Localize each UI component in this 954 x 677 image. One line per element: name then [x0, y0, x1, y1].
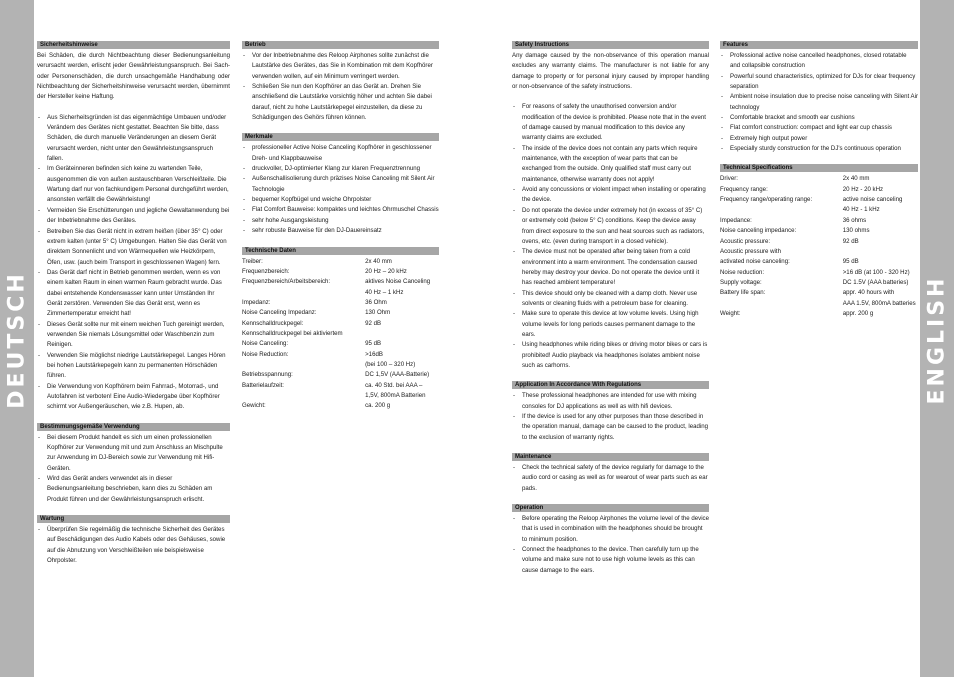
spec-value: DC 1.5V (AAA batteries): [842, 278, 909, 286]
table-row: [242, 339, 439, 349]
sidebar-label-english: ENGLISH: [924, 275, 950, 405]
spec-label: Batterielaufzeit:: [242, 381, 285, 389]
bullet-list: [512, 102, 709, 371]
spec-value: AAA 1.5V, 800mA batteries: [842, 299, 916, 307]
list-item: - sehr robuste Bauweise für den DJ-Dauereinsatz: [242, 226, 439, 236]
section-heading: Features: [720, 41, 918, 49]
section-technische-daten: [242, 247, 439, 412]
column-en-1: [512, 41, 709, 586]
list-item: - Im Geräteinneren befinden sich keine zu wartenden Teile, ausgenommen die von außen austauschbaren Verschleißteile. Die Wartung darf nur von fachkundigem Personal durchgeführt werden, ansonsten verfällt die Gewährleistung!: [37, 164, 230, 205]
bullet-list: [242, 143, 439, 236]
specs-table: [720, 174, 918, 319]
bullet-list: [720, 51, 918, 154]
bullet-list: [512, 463, 709, 494]
table-row: [720, 247, 918, 257]
spec-value: 20 Hz - 20 kHz: [842, 185, 884, 193]
section-wartung: [37, 515, 230, 566]
spec-label: Frequenzbereich/Arbeitsbereich:: [242, 278, 331, 286]
spec-label: activated noise canceling:: [720, 258, 790, 266]
list-item: - Die Verwendung von Kopfhörern beim Fahrrad-, Motorrad-, und Autofahren ist verboten! Eine Audio-Wiedergabe über Kopfhörer schirmt vor Außengeräuschen, wie z.B. Hupen, ab.: [37, 382, 230, 413]
spec-label: Gewicht:: [242, 402, 266, 410]
table-row: [242, 329, 439, 339]
section-heading: Wartung: [37, 515, 230, 523]
section-maintenance: [512, 453, 709, 494]
spec-value: DC 1,5V (AAA-Batterie): [365, 371, 430, 379]
column-en-2: [720, 41, 918, 329]
section-heading: Operation: [512, 504, 709, 512]
section-safety-instructions: [512, 41, 709, 371]
list-item: - bequemer Kopfbügel und weiche Ohrpolster: [242, 195, 439, 205]
bullet-list: [512, 514, 709, 576]
list-item: - Dieses Gerät sollte nur mit einem weichen Tuch gereinigt werden, verwenden Sie niemals Lösungsmittel oder Waschbenzin zum Reinigen.: [37, 320, 230, 351]
spec-value: 40 Hz – 1 kHz: [365, 288, 404, 296]
section-heading: Betrieb: [242, 41, 439, 49]
bullet-list: [37, 525, 230, 566]
list-item: - Comfortable bracket and smooth ear cushions: [720, 113, 918, 123]
list-item: - Avoid any concussions or violent impact when installing or operating the device.: [512, 185, 709, 206]
spec-label: Kennschalldruckpegel bei aktiviertem: [242, 329, 343, 337]
table-row: [720, 195, 918, 205]
list-item: - Do not operate the device under extremely hot (in excess of 35° C) or extremely cold (below 5° C) conditions. Keep the device away from direct exposure to the sun and heat sources such as radiators, ovens, etc. (even during transport in a closed vehicle).: [512, 206, 709, 247]
table-row: [720, 288, 918, 298]
sidebar-english: [920, 0, 954, 677]
section-application: [512, 381, 709, 443]
section-heading: Sicherheitshinweise: [37, 41, 230, 49]
section-sicherheitshinweise: [37, 41, 230, 413]
table-row: [242, 401, 439, 411]
sidebar-deutsch: [0, 0, 34, 677]
table-row: [720, 185, 918, 195]
table-row: [720, 299, 918, 309]
spec-label: Weight:: [720, 309, 741, 317]
list-item: - professioneller Active Noise Canceling Kopfhörer in geschlossener Dreh- und Klappbauweise: [242, 143, 439, 164]
bullet-list: [37, 113, 230, 413]
list-item: - Extremely high output power: [720, 134, 918, 144]
table-row: [242, 370, 439, 380]
spec-value: 1,5V, 800mA Batterien: [365, 391, 426, 399]
section-heading: Safety Instructions: [512, 41, 709, 49]
section-technical-specifications: [720, 164, 918, 319]
table-row: [720, 174, 918, 184]
spec-label: [720, 299, 843, 309]
specs-table: [242, 257, 439, 412]
table-row: [720, 309, 918, 319]
list-item: - These professional headphones are intended for use with mixing consoles for DJ applications as well as with hifi devices.: [512, 391, 709, 412]
spec-value: appr. 40 hours with: [842, 289, 895, 297]
list-item: - Check the technical safety of the device regularly for damage to the audio cord or casing as well as for wearout of wear parts such as ear pads.: [512, 463, 709, 494]
list-item: - Before operating the Reloop Airphones the volume level of the device that is used in combination with the headphones should be brought to minimum position.: [512, 514, 709, 545]
list-item: - Especially sturdy construction for the DJ's continuous operation: [720, 144, 918, 154]
spec-value: >16dB: [365, 350, 383, 358]
table-row: [720, 237, 918, 247]
spec-label: [720, 205, 843, 215]
bullet-list: [242, 51, 439, 123]
list-item: - For reasons of safety the unauthorised conversion and/or modification of the device is prohibited. Please note that in the event of damage caused by manual modification to this device any warranty claims are excluded.: [512, 102, 709, 143]
spec-value: 2x 40 mm: [842, 175, 870, 183]
spec-value: 95 dB: [842, 258, 859, 266]
spec-label: Driver:: [720, 175, 738, 183]
list-item: - Ambient noise insulation due to precise noise canceling with Silent Air technology: [720, 92, 918, 113]
intro-paragraph: Bei Schäden, die durch Nichtbeachtung dieser Bedienungsanleitung verursacht werden, erlischt jeder Gewährleistungsanspruch. Bei Sach- oder Personenschäden, die durch unsachgemäße Handhabung oder Nichtbeachtung der Sicherheitshinweise verursacht werden, übernimmt der Hersteller keine Haftung.: [37, 52, 230, 101]
spec-label: Acoustic pressure with: [720, 247, 781, 255]
list-item: - Vor der Inbetriebnahme des Reloop Airphones sollte zunächst die Lautstärke des Gerätes, das Sie in Kombination mit dem Kopfhörer verwenden wollen, auf ein Minimum verringert werden.: [242, 51, 439, 82]
spec-value: active noise canceling: [842, 196, 903, 204]
section-heading: Bestimmungsgemäße Verwendung: [37, 423, 230, 431]
spec-value: ca. 40 Std. bei AAA –: [365, 381, 423, 389]
column-de-1: [37, 41, 230, 576]
spec-value: aktives Noise Canceling: [365, 278, 431, 286]
list-item: - The inside of the device does not contain any parts which require maintenance, with the exception of wear parts that can be exchanged from the outside. Only qualified staff must carry out maintenance, otherwise warranty does not apply!: [512, 144, 709, 185]
table-row: [242, 308, 439, 318]
column-de-2: [242, 41, 439, 422]
table-row: [720, 278, 918, 288]
spec-label: Kennschalldruckpegel:: [242, 319, 304, 327]
spec-label: Acoustic pressure:: [720, 237, 771, 245]
list-item: - Betreiben Sie das Gerät nicht in extrem heißen (über 35° C) oder extrem kalten (unter 5° C) Umgebungen. Halten Sie das Gerät von direktem Sonnenlicht und von Wärmequellen wie Heizkörpern, Öfen, usw. (auch beim Transport in geschlossenen Wagen) fern.: [37, 227, 230, 268]
spec-value: 20 Hz – 20 kHz: [365, 267, 407, 275]
table-row: [242, 257, 439, 267]
spec-label: Noise Reduction:: [242, 350, 289, 358]
section-features: [720, 41, 918, 154]
table-row: [720, 205, 918, 215]
spec-label: Supply voltage:: [720, 278, 762, 286]
list-item: - The device must not be operated after being taken from a cold environment into a warm environment. The condensation caused hereby may destroy your device. Do not operate the device until it has reached ambient temperature!: [512, 247, 709, 288]
spec-value: [843, 247, 918, 257]
spec-label: Noise Canceling Impedanz:: [242, 309, 317, 317]
table-row: [242, 319, 439, 329]
section-betrieb: [242, 41, 439, 123]
spec-value: appr. 200 g: [842, 309, 874, 317]
list-item: - Wird das Gerät anders verwendet als in dieser Bedienungsanleitung beschrieben, kann dies zu Schäden am Produkt führen und der Gewährleistungsanspruch erlischt.: [37, 474, 230, 505]
table-row: [242, 391, 439, 401]
list-item: - If the device is used for any other purposes than those described in the operation manual, damage can be caused to the product, leading to the exclusion of warranty rights.: [512, 412, 709, 443]
table-row: [242, 350, 439, 360]
spec-label: Impedanz:: [242, 298, 271, 306]
spec-label: [242, 360, 365, 370]
list-item: - Vermeiden Sie Erschütterungen und jegliche Gewaltanwendung bei der Inbetriebnahme des Gerätes.: [37, 206, 230, 227]
spec-label: Impedance:: [720, 216, 752, 224]
list-item: - druckvoller, DJ-optimierter Klang zur klaren Frequenztrennung: [242, 164, 439, 174]
list-item: - Professional active noise cancelled headphones, closed rotatable and collapsible construction: [720, 51, 918, 72]
section-heading: Technical Specifications: [720, 164, 918, 172]
intro-paragraph: Any damage caused by the non-observance of this operation manual excludes any warranty claims. The manufacturer is not liable for any damage to property or for personal injury caused by improper handling or non-observance of the safety instructions.: [512, 52, 709, 91]
spec-label: Noise Canceling:: [242, 340, 289, 348]
spec-value: >16 dB (at 100 - 320 Hz): [842, 268, 910, 276]
section-operation: [512, 504, 709, 576]
list-item: - Connect the headphones to the device. Then carefully turn up the volume and make sure not to use high volume levels as this can cause damage to the ears.: [512, 545, 709, 576]
list-item: - Bei diesem Produkt handelt es sich um einen professionellen Kopfhörer zur Verwendung mit und zum Anschluss an Mischpulte zur Anwendung im DJ-Bereich sowie zur Verwendung mit Hifi-Geräten.: [37, 433, 230, 474]
spec-value: 36 ohms: [842, 216, 867, 224]
spec-label: Noise canceling impedance:: [720, 227, 797, 235]
list-item: - Powerful sound characteristics, optimized for DJs for clear frequency separation: [720, 72, 918, 93]
spec-label: [242, 288, 365, 298]
table-row: [242, 360, 439, 370]
spec-label: Noise reduction:: [720, 268, 765, 276]
sidebar-label-deutsch: DEUTSCH: [4, 271, 30, 409]
list-item: - This device should only be cleaned with a damp cloth. Never use solvents or cleaning fluids with a petroleum base for cleaning.: [512, 289, 709, 310]
spec-value: 95 dB: [365, 340, 382, 348]
list-item: - Überprüfen Sie regelmäßig die technische Sicherheit des Gerätes auf Beschädigungen des Audio Kabels oder des Gehäuses, sowie auf die Abnutzung von Verschleißteilen wie beispielsweise Ohrpolster.: [37, 525, 230, 566]
list-item: - Aus Sicherheitsgründen ist das eigenmächtige Umbauen und/oder Verändern des Gerätes nicht gestattet. Beachten Sie bitte, dass Schäden, die durch manuelle Veränderungen an diesem Gerät verursacht werden, nicht unter den Gewährleistungsanspruch fallen.: [37, 113, 230, 165]
table-row: [720, 257, 918, 267]
list-item: - Verwenden Sie möglichst niedrige Lautstärkepegel. Langes Hören bei hohen Lautstärkepegeln kann zu permanenten Hörschäden führen.: [37, 351, 230, 382]
spec-value: 36 Ohm: [365, 298, 387, 306]
section-heading: Maintenance: [512, 453, 709, 461]
spec-value: 92 dB: [365, 319, 382, 327]
spec-value: [365, 329, 439, 339]
table-row: [242, 298, 439, 308]
section-bestimmungsgemaesse-verwendung: [37, 423, 230, 505]
section-heading: Merkmale: [242, 133, 439, 141]
table-row: [242, 277, 439, 287]
section-heading: Technische Daten: [242, 247, 439, 255]
table-row: [720, 216, 918, 226]
section-merkmale: [242, 133, 439, 236]
table-row: [242, 267, 439, 277]
spec-label: Betriebsspannung:: [242, 371, 293, 379]
spec-label: Battery life span:: [720, 289, 766, 297]
list-item: - sehr hohe Ausgangsleistung: [242, 216, 439, 226]
list-item: - Schließen Sie nun den Kopfhörer an das Gerät an. Drehen Sie anschließend die Lautstärke vorsichtig höher und achten Sie dabei darauf, nicht zu hohe Lautstärkepegel einzustellen, da diese zu Schädigungen des Gehörs führen können.: [242, 82, 439, 123]
table-row: [720, 226, 918, 236]
spec-label: [242, 391, 365, 401]
spec-value: (bei 100 – 320 Hz): [365, 360, 416, 368]
table-row: [242, 288, 439, 298]
list-item: - Make sure to operate this device at low volume levels. Using high volume levels for long periods causes permanent damage to the ears.: [512, 309, 709, 340]
spec-value: 130 Ohm: [365, 309, 391, 317]
section-heading: Application In Accordance With Regulations: [512, 381, 709, 389]
spec-value: 92 dB: [842, 237, 859, 245]
spec-value: 130 ohms: [842, 227, 870, 235]
spec-value: 40 Hz - 1 kHz: [842, 206, 880, 214]
list-item: - Das Gerät darf nicht in Betrieb genommen werden, wenn es von einem kalten Raum in einen warmen Raum gebracht wurde. Das dabei entstehende Kondenswasser kann unter Umständen Ihr Gerät zerstören. Verwenden Sie das Gerät erst, wenn es Zimmertemperatur erreicht hat!: [37, 268, 230, 320]
spec-label: Frequency range/operating range:: [720, 196, 813, 204]
spec-label: Frequency range:: [720, 185, 768, 193]
spec-label: Frequenzbereich:: [242, 267, 290, 275]
table-row: [720, 268, 918, 278]
list-item: - Using headphones while riding bikes or driving motor bikes or cars is prohibited! Audio playback via headphones isolates ambient noise such as carhorns.: [512, 340, 709, 371]
list-item: - Flat Comfort Bauweise: kompaktes und leichtes Ohrmuschel Chassis: [242, 205, 439, 215]
spec-value: 2x 40 mm: [365, 257, 392, 265]
list-item: - Außenschallisolierung durch präzises Noise Canceling mit Silent Air Technologie: [242, 174, 439, 195]
bullet-list: [512, 391, 709, 443]
spec-label: Treiber:: [242, 257, 263, 265]
list-item: - Flat comfort construction: compact and light ear cup chassis: [720, 123, 918, 133]
spec-value: ca. 200 g: [365, 402, 391, 410]
bullet-list: [37, 433, 230, 505]
table-row: [242, 381, 439, 391]
